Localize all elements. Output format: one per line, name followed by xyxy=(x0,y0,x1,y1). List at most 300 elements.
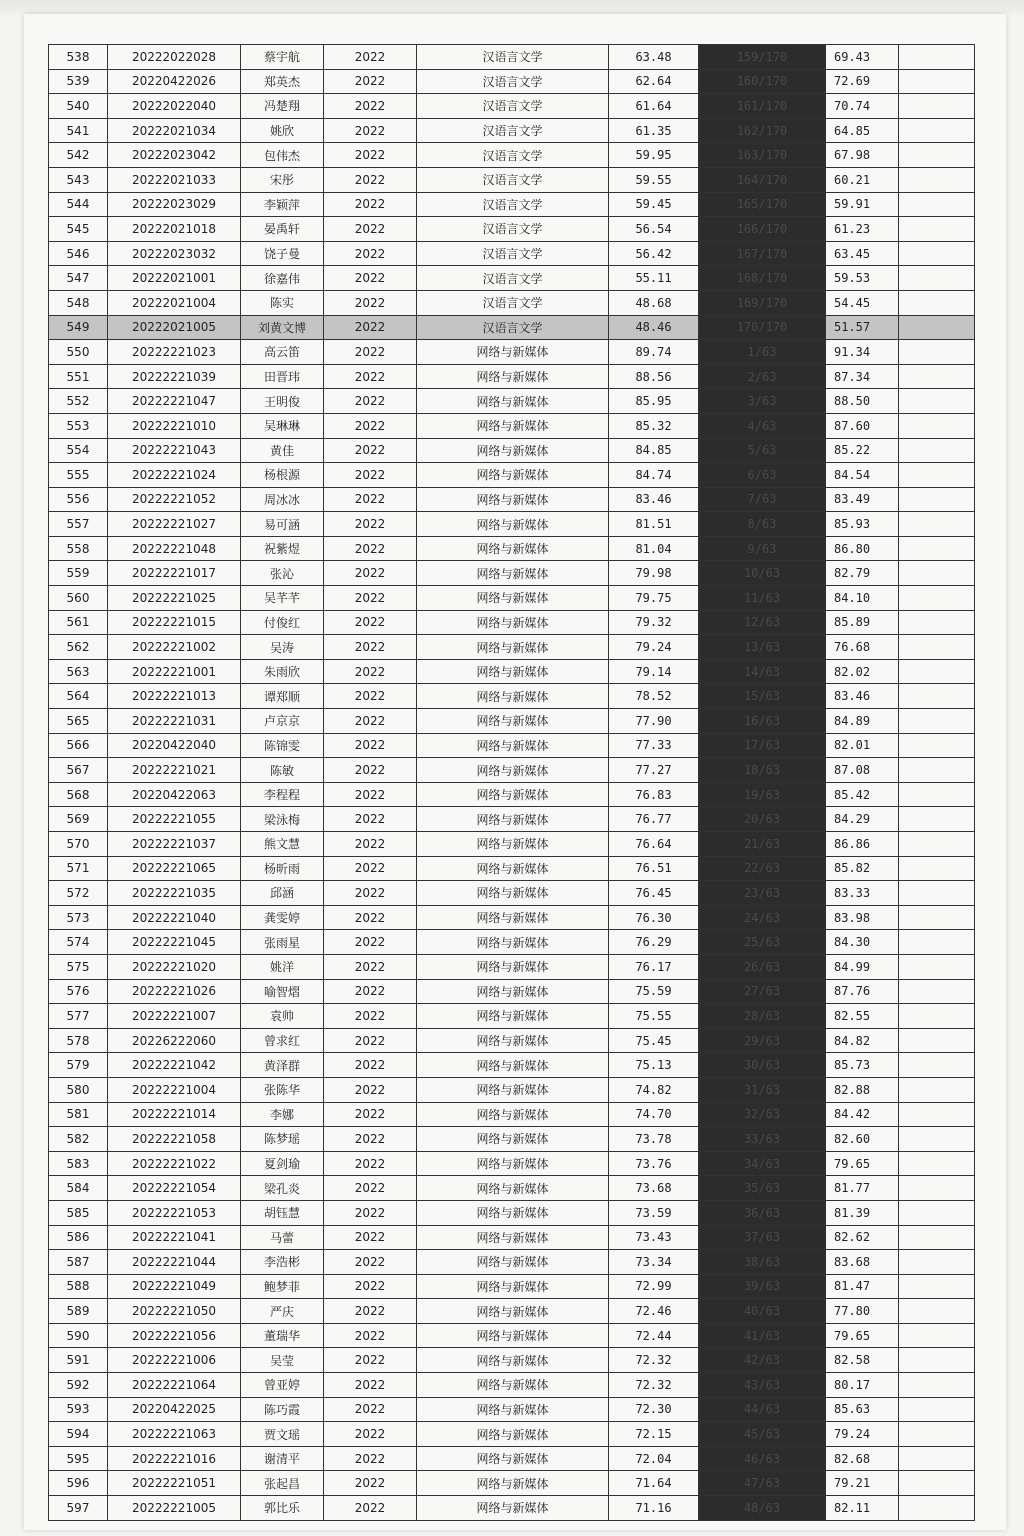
score-cell: 73.43 xyxy=(609,1226,699,1251)
row-number-cell: 547 xyxy=(49,266,108,291)
student-name-cell: 田晋玮 xyxy=(241,365,324,390)
grade-year-cell: 2022 xyxy=(324,783,417,808)
note-cell xyxy=(899,1324,975,1349)
score-cell: 75.59 xyxy=(609,980,699,1005)
student-name-cell: 吴芊芊 xyxy=(241,586,324,611)
table-row xyxy=(49,217,975,242)
table-row xyxy=(49,758,975,783)
rank-cell: 21/63 xyxy=(699,832,826,857)
rank-cell: 39/63 xyxy=(699,1275,826,1300)
student-name-cell: 王明俊 xyxy=(241,389,324,414)
student-name-cell: 喻智熠 xyxy=(241,980,324,1005)
rank-cell: 15/63 xyxy=(699,684,826,709)
major-cell: 网络与新媒体 xyxy=(417,684,609,709)
note-cell xyxy=(899,143,975,168)
student-id-cell: 20222021004 xyxy=(108,291,241,316)
composite-score-cell: 85.73 xyxy=(826,1053,899,1078)
grade-year-cell: 2022 xyxy=(324,193,417,218)
grade-year-cell: 2022 xyxy=(324,1078,417,1103)
row-number-cell: 589 xyxy=(49,1299,108,1324)
student-id-cell: 20226222060 xyxy=(108,1029,241,1054)
note-cell xyxy=(899,1373,975,1398)
table-row xyxy=(49,1029,975,1054)
rank-cell: 11/63 xyxy=(699,586,826,611)
note-cell xyxy=(899,1496,975,1521)
composite-score-cell: 79.65 xyxy=(826,1152,899,1177)
rank-cell: 19/63 xyxy=(699,783,826,808)
rank-cell: 161/170 xyxy=(699,94,826,119)
score-cell: 85.32 xyxy=(609,414,699,439)
composite-score-cell: 84.99 xyxy=(826,955,899,980)
rank-cell: 30/63 xyxy=(699,1053,826,1078)
score-cell: 88.56 xyxy=(609,365,699,390)
grade-year-cell: 2022 xyxy=(324,316,417,341)
student-name-cell: 董瑞华 xyxy=(241,1324,324,1349)
composite-score-cell: 85.93 xyxy=(826,512,899,537)
grade-year-cell: 2022 xyxy=(324,1152,417,1177)
student-id-cell: 20222022028 xyxy=(108,45,241,70)
major-cell: 网络与新媒体 xyxy=(417,1250,609,1275)
row-number-cell: 542 xyxy=(49,143,108,168)
student-name-cell: 谢清平 xyxy=(241,1447,324,1472)
composite-score-cell: 77.80 xyxy=(826,1299,899,1324)
student-id-cell: 20222023032 xyxy=(108,242,241,267)
row-number-cell: 569 xyxy=(49,807,108,832)
row-number-cell: 592 xyxy=(49,1373,108,1398)
table-row xyxy=(49,389,975,414)
major-cell: 网络与新媒体 xyxy=(417,1053,609,1078)
rank-cell: 169/170 xyxy=(699,291,826,316)
table-row xyxy=(49,168,975,193)
grade-year-cell: 2022 xyxy=(324,1496,417,1521)
table-row xyxy=(49,1103,975,1128)
student-name-cell: 袁帅 xyxy=(241,1004,324,1029)
student-id-cell: 20222221002 xyxy=(108,635,241,660)
grade-year-cell: 2022 xyxy=(324,389,417,414)
major-cell: 网络与新媒体 xyxy=(417,980,609,1005)
note-cell xyxy=(899,1250,975,1275)
major-cell: 网络与新媒体 xyxy=(417,414,609,439)
rank-cell: 162/170 xyxy=(699,119,826,144)
row-number-cell: 563 xyxy=(49,660,108,685)
rank-cell: 47/63 xyxy=(699,1471,826,1496)
student-id-cell: 20222221048 xyxy=(108,537,241,562)
student-id-cell: 20222221014 xyxy=(108,1103,241,1128)
score-cell: 79.24 xyxy=(609,635,699,660)
student-name-cell: 陈敏 xyxy=(241,758,324,783)
row-number-cell: 576 xyxy=(49,980,108,1005)
row-number-cell: 575 xyxy=(49,955,108,980)
rank-cell: 6/63 xyxy=(699,463,826,488)
student-id-cell: 20222221026 xyxy=(108,980,241,1005)
score-cell: 72.32 xyxy=(609,1348,699,1373)
note-cell xyxy=(899,758,975,783)
row-number-cell: 591 xyxy=(49,1348,108,1373)
composite-score-cell: 84.10 xyxy=(826,586,899,611)
grade-year-cell: 2022 xyxy=(324,1103,417,1128)
grade-year-cell: 2022 xyxy=(324,635,417,660)
student-name-cell: 张沁 xyxy=(241,561,324,586)
major-cell: 网络与新媒体 xyxy=(417,1004,609,1029)
student-name-cell: 张陈华 xyxy=(241,1078,324,1103)
note-cell xyxy=(899,586,975,611)
row-number-cell: 573 xyxy=(49,906,108,931)
major-cell: 汉语言文学 xyxy=(417,143,609,168)
table-row xyxy=(49,1176,975,1201)
student-id-cell: 20222221063 xyxy=(108,1422,241,1447)
major-cell: 汉语言文学 xyxy=(417,70,609,95)
student-name-cell: 黄泽群 xyxy=(241,1053,324,1078)
note-cell xyxy=(899,512,975,537)
score-cell: 81.51 xyxy=(609,512,699,537)
row-number-cell: 565 xyxy=(49,709,108,734)
student-id-cell: 20222221051 xyxy=(108,1471,241,1496)
grade-year-cell: 2022 xyxy=(324,266,417,291)
grade-year-cell: 2022 xyxy=(324,365,417,390)
composite-score-cell: 67.98 xyxy=(826,143,899,168)
note-cell xyxy=(899,119,975,144)
student-id-cell: 20222221056 xyxy=(108,1324,241,1349)
grade-year-cell: 2022 xyxy=(324,1471,417,1496)
row-number-cell: 582 xyxy=(49,1127,108,1152)
score-cell: 72.46 xyxy=(609,1299,699,1324)
student-id-cell: 20222221049 xyxy=(108,1275,241,1300)
student-id-cell: 20222221021 xyxy=(108,758,241,783)
table-row xyxy=(49,955,975,980)
major-cell: 网络与新媒体 xyxy=(417,660,609,685)
grade-year-cell: 2022 xyxy=(324,143,417,168)
student-name-cell: 李浩彬 xyxy=(241,1250,324,1275)
student-name-cell: 张雨星 xyxy=(241,930,324,955)
row-number-cell: 585 xyxy=(49,1201,108,1226)
score-cell: 79.75 xyxy=(609,586,699,611)
printed-page xyxy=(24,14,1006,1530)
score-cell: 81.04 xyxy=(609,537,699,562)
score-cell: 72.99 xyxy=(609,1275,699,1300)
major-cell: 网络与新媒体 xyxy=(417,734,609,759)
row-number-cell: 559 xyxy=(49,561,108,586)
student-id-cell: 20222221054 xyxy=(108,1176,241,1201)
student-id-cell: 20220422026 xyxy=(108,70,241,95)
note-cell xyxy=(899,709,975,734)
rank-cell: 3/63 xyxy=(699,389,826,414)
grade-year-cell: 2022 xyxy=(324,439,417,464)
composite-score-cell: 86.80 xyxy=(826,537,899,562)
major-cell: 汉语言文学 xyxy=(417,94,609,119)
major-cell: 网络与新媒体 xyxy=(417,906,609,931)
note-cell xyxy=(899,266,975,291)
rank-cell: 23/63 xyxy=(699,881,826,906)
student-name-cell: 饶子曼 xyxy=(241,242,324,267)
grade-year-cell: 2022 xyxy=(324,561,417,586)
note-cell xyxy=(899,684,975,709)
table-row xyxy=(49,1053,975,1078)
row-number-cell: 579 xyxy=(49,1053,108,1078)
grade-year-cell: 2022 xyxy=(324,1127,417,1152)
row-number-cell: 597 xyxy=(49,1496,108,1521)
row-number-cell: 583 xyxy=(49,1152,108,1177)
score-cell: 76.45 xyxy=(609,881,699,906)
major-cell: 网络与新媒体 xyxy=(417,1324,609,1349)
major-cell: 汉语言文学 xyxy=(417,119,609,144)
major-cell: 网络与新媒体 xyxy=(417,561,609,586)
composite-score-cell: 85.63 xyxy=(826,1398,899,1423)
student-id-cell: 20222221041 xyxy=(108,1226,241,1251)
rank-cell: 16/63 xyxy=(699,709,826,734)
score-cell: 79.14 xyxy=(609,660,699,685)
student-name-cell: 吴琳琳 xyxy=(241,414,324,439)
rank-cell: 168/170 xyxy=(699,266,826,291)
student-id-cell: 20222021034 xyxy=(108,119,241,144)
rank-cell: 41/63 xyxy=(699,1324,826,1349)
grade-year-cell: 2022 xyxy=(324,1201,417,1226)
grade-year-cell: 2022 xyxy=(324,119,417,144)
grade-year-cell: 2022 xyxy=(324,1053,417,1078)
composite-score-cell: 82.01 xyxy=(826,734,899,759)
composite-score-cell: 84.54 xyxy=(826,463,899,488)
note-cell xyxy=(899,1152,975,1177)
student-id-cell: 20222221007 xyxy=(108,1004,241,1029)
note-cell xyxy=(899,734,975,759)
table-row xyxy=(49,832,975,857)
row-number-cell: 552 xyxy=(49,389,108,414)
note-cell xyxy=(899,1127,975,1152)
student-name-cell: 冯楚翔 xyxy=(241,94,324,119)
composite-score-cell: 79.65 xyxy=(826,1324,899,1349)
grade-year-cell: 2022 xyxy=(324,611,417,636)
major-cell: 网络与新媒体 xyxy=(417,365,609,390)
rank-cell: 36/63 xyxy=(699,1201,826,1226)
rank-cell: 27/63 xyxy=(699,980,826,1005)
note-cell xyxy=(899,537,975,562)
note-cell xyxy=(899,1398,975,1423)
composite-score-cell: 87.34 xyxy=(826,365,899,390)
student-id-cell: 20222221044 xyxy=(108,1250,241,1275)
grade-year-cell: 2022 xyxy=(324,1250,417,1275)
composite-score-cell: 82.60 xyxy=(826,1127,899,1152)
student-name-cell: 陈锦雯 xyxy=(241,734,324,759)
student-name-cell: 李颖萍 xyxy=(241,193,324,218)
score-cell: 77.90 xyxy=(609,709,699,734)
major-cell: 网络与新媒体 xyxy=(417,1398,609,1423)
student-id-cell: 20222221025 xyxy=(108,586,241,611)
row-number-cell: 558 xyxy=(49,537,108,562)
composite-score-cell: 83.98 xyxy=(826,906,899,931)
grade-year-cell: 2022 xyxy=(324,881,417,906)
table-row xyxy=(49,709,975,734)
major-cell: 网络与新媒体 xyxy=(417,1348,609,1373)
score-cell: 79.98 xyxy=(609,561,699,586)
student-id-cell: 20222221022 xyxy=(108,1152,241,1177)
major-cell: 网络与新媒体 xyxy=(417,758,609,783)
row-number-cell: 550 xyxy=(49,340,108,365)
note-cell xyxy=(899,340,975,365)
grade-year-cell: 2022 xyxy=(324,1299,417,1324)
note-cell xyxy=(899,1004,975,1029)
table-row xyxy=(49,1324,975,1349)
row-number-cell: 554 xyxy=(49,439,108,464)
major-cell: 网络与新媒体 xyxy=(417,340,609,365)
note-cell xyxy=(899,1422,975,1447)
rank-cell: 29/63 xyxy=(699,1029,826,1054)
score-cell: 59.45 xyxy=(609,193,699,218)
table-row xyxy=(49,1127,975,1152)
composite-score-cell: 82.62 xyxy=(826,1226,899,1251)
table-row xyxy=(49,45,975,70)
grade-year-cell: 2022 xyxy=(324,1447,417,1472)
student-id-cell: 20222221045 xyxy=(108,930,241,955)
student-name-cell: 严庆 xyxy=(241,1299,324,1324)
major-cell: 汉语言文学 xyxy=(417,266,609,291)
student-id-cell: 20222221004 xyxy=(108,1078,241,1103)
major-cell: 汉语言文学 xyxy=(417,242,609,267)
grade-year-cell: 2022 xyxy=(324,70,417,95)
score-cell: 56.42 xyxy=(609,242,699,267)
note-cell xyxy=(899,414,975,439)
student-id-cell: 20222221039 xyxy=(108,365,241,390)
note-cell xyxy=(899,906,975,931)
score-cell: 84.74 xyxy=(609,463,699,488)
table-row xyxy=(49,1373,975,1398)
major-cell: 网络与新媒体 xyxy=(417,389,609,414)
student-id-cell: 20222221050 xyxy=(108,1299,241,1324)
composite-score-cell: 82.68 xyxy=(826,1447,899,1472)
row-number-cell: 541 xyxy=(49,119,108,144)
rank-cell: 35/63 xyxy=(699,1176,826,1201)
row-number-cell: 590 xyxy=(49,1324,108,1349)
student-name-cell: 胡钰慧 xyxy=(241,1201,324,1226)
table-row xyxy=(49,1152,975,1177)
student-id-cell: 20222221035 xyxy=(108,881,241,906)
composite-score-cell: 80.17 xyxy=(826,1373,899,1398)
score-cell: 83.46 xyxy=(609,488,699,513)
table-row xyxy=(49,734,975,759)
score-cell: 76.30 xyxy=(609,906,699,931)
student-name-cell: 郑英杰 xyxy=(241,70,324,95)
rank-cell: 31/63 xyxy=(699,1078,826,1103)
score-cell: 55.11 xyxy=(609,266,699,291)
composite-score-cell: 51.57 xyxy=(826,316,899,341)
composite-score-cell: 84.29 xyxy=(826,807,899,832)
table-row xyxy=(49,1250,975,1275)
major-cell: 网络与新媒体 xyxy=(417,1152,609,1177)
page-edge-shadow xyxy=(0,0,1024,14)
rank-cell: 9/63 xyxy=(699,537,826,562)
student-name-cell: 付俊红 xyxy=(241,611,324,636)
student-name-cell: 陈巧霞 xyxy=(241,1398,324,1423)
score-cell: 76.29 xyxy=(609,930,699,955)
score-cell: 78.52 xyxy=(609,684,699,709)
major-cell: 网络与新媒体 xyxy=(417,1226,609,1251)
major-cell: 网络与新媒体 xyxy=(417,1201,609,1226)
note-cell xyxy=(899,70,975,95)
composite-score-cell: 85.42 xyxy=(826,783,899,808)
table-row xyxy=(49,881,975,906)
major-cell: 汉语言文学 xyxy=(417,316,609,341)
student-name-cell: 黄佳 xyxy=(241,439,324,464)
major-cell: 网络与新媒体 xyxy=(417,439,609,464)
grade-year-cell: 2022 xyxy=(324,660,417,685)
score-cell: 61.35 xyxy=(609,119,699,144)
row-number-cell: 540 xyxy=(49,94,108,119)
score-cell: 74.70 xyxy=(609,1103,699,1128)
rank-cell: 22/63 xyxy=(699,857,826,882)
note-cell xyxy=(899,1078,975,1103)
grade-year-cell: 2022 xyxy=(324,1226,417,1251)
major-cell: 网络与新媒体 xyxy=(417,611,609,636)
major-cell: 网络与新媒体 xyxy=(417,1447,609,1472)
composite-score-cell: 85.22 xyxy=(826,439,899,464)
composite-score-cell: 85.82 xyxy=(826,857,899,882)
composite-score-cell: 59.53 xyxy=(826,266,899,291)
composite-score-cell: 83.68 xyxy=(826,1250,899,1275)
student-name-cell: 宋彤 xyxy=(241,168,324,193)
major-cell: 网络与新媒体 xyxy=(417,463,609,488)
note-cell xyxy=(899,881,975,906)
score-cell: 59.55 xyxy=(609,168,699,193)
major-cell: 网络与新媒体 xyxy=(417,807,609,832)
composite-score-cell: 70.74 xyxy=(826,94,899,119)
composite-score-cell: 82.58 xyxy=(826,1348,899,1373)
score-cell: 71.16 xyxy=(609,1496,699,1521)
student-name-cell: 姚洋 xyxy=(241,955,324,980)
table-row xyxy=(49,316,975,341)
major-cell: 网络与新媒体 xyxy=(417,1373,609,1398)
table-row xyxy=(49,660,975,685)
student-name-cell: 张起昌 xyxy=(241,1471,324,1496)
rank-cell: 28/63 xyxy=(699,1004,826,1029)
grade-year-cell: 2022 xyxy=(324,94,417,119)
score-cell: 62.64 xyxy=(609,70,699,95)
table-row xyxy=(49,340,975,365)
major-cell: 网络与新媒体 xyxy=(417,586,609,611)
major-cell: 网络与新媒体 xyxy=(417,1103,609,1128)
student-id-cell: 20222221052 xyxy=(108,488,241,513)
student-id-cell: 20222221013 xyxy=(108,684,241,709)
student-id-cell: 20222023029 xyxy=(108,193,241,218)
row-number-cell: 555 xyxy=(49,463,108,488)
note-cell xyxy=(899,1447,975,1472)
major-cell: 网络与新媒体 xyxy=(417,1471,609,1496)
score-cell: 73.78 xyxy=(609,1127,699,1152)
student-id-cell: 20222221005 xyxy=(108,1496,241,1521)
row-number-cell: 538 xyxy=(49,45,108,70)
row-number-cell: 546 xyxy=(49,242,108,267)
grade-year-cell: 2022 xyxy=(324,980,417,1005)
student-name-cell: 陈实 xyxy=(241,291,324,316)
note-cell xyxy=(899,439,975,464)
student-id-cell: 20222221065 xyxy=(108,857,241,882)
row-number-cell: 560 xyxy=(49,586,108,611)
grade-year-cell: 2022 xyxy=(324,734,417,759)
student-name-cell: 蔡宇航 xyxy=(241,45,324,70)
student-id-cell: 20222221053 xyxy=(108,1201,241,1226)
row-number-cell: 566 xyxy=(49,734,108,759)
student-name-cell: 包伟杰 xyxy=(241,143,324,168)
student-name-cell: 卢京京 xyxy=(241,709,324,734)
table-row xyxy=(49,1078,975,1103)
rank-cell: 26/63 xyxy=(699,955,826,980)
score-cell: 73.34 xyxy=(609,1250,699,1275)
note-cell xyxy=(899,611,975,636)
student-id-cell: 20222023042 xyxy=(108,143,241,168)
grade-year-cell: 2022 xyxy=(324,45,417,70)
composite-score-cell: 76.68 xyxy=(826,635,899,660)
score-cell: 79.32 xyxy=(609,611,699,636)
student-name-cell: 姚欣 xyxy=(241,119,324,144)
note-cell xyxy=(899,783,975,808)
score-cell: 73.59 xyxy=(609,1201,699,1226)
